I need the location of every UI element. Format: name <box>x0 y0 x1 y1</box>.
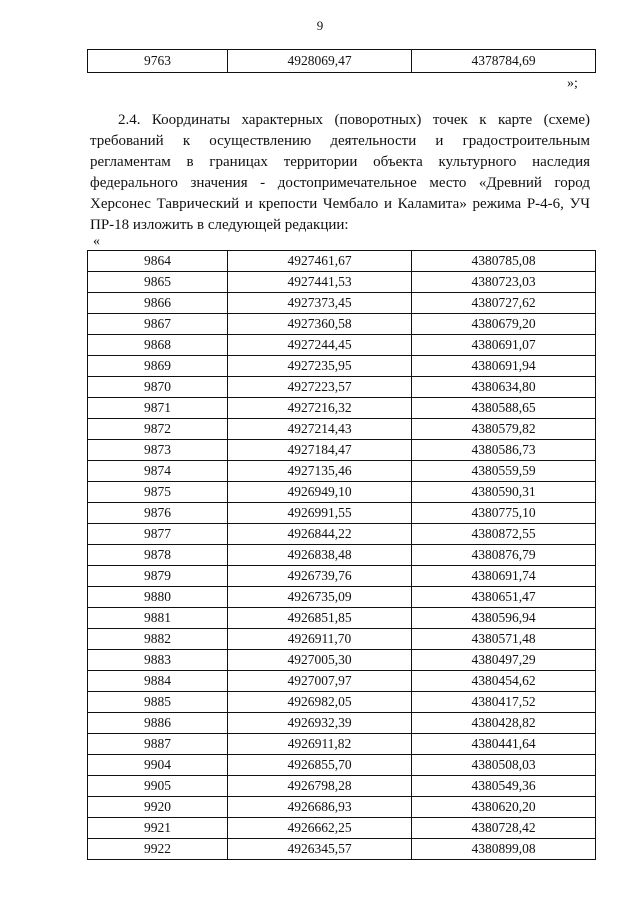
point-number-cell: 9879 <box>88 566 228 587</box>
table-row <box>88 566 596 587</box>
x-coordinate-cell: 4926735,09 <box>228 587 412 608</box>
y-coordinate-cell: 4380679,20 <box>412 314 596 335</box>
y-coordinate-cell: 4380691,94 <box>412 356 596 377</box>
table-row <box>88 377 596 398</box>
table-row <box>88 482 596 503</box>
point-number-cell: 9920 <box>88 797 228 818</box>
point-number-cell: 9870 <box>88 377 228 398</box>
table-row <box>88 776 596 797</box>
y-coordinate-cell: 4380723,03 <box>412 272 596 293</box>
x-coordinate-cell: 4926991,55 <box>228 503 412 524</box>
point-number-cell: 9865 <box>88 272 228 293</box>
y-coordinate-cell: 4380417,52 <box>412 692 596 713</box>
table-row <box>88 797 596 818</box>
point-number-cell: 9904 <box>88 755 228 776</box>
x-coordinate-cell: 4926855,70 <box>228 755 412 776</box>
table-row <box>88 440 596 461</box>
y-coordinate-cell: 4380497,29 <box>412 650 596 671</box>
x-coordinate-cell: 4927235,95 <box>228 356 412 377</box>
x-coordinate-cell: 4926798,28 <box>228 776 412 797</box>
point-number-cell: 9872 <box>88 419 228 440</box>
point-number-cell: 9763 <box>88 50 228 73</box>
table-row <box>88 398 596 419</box>
point-number-cell: 9873 <box>88 440 228 461</box>
y-coordinate-cell: 4380728,42 <box>412 818 596 839</box>
x-coordinate-cell: 4927441,53 <box>228 272 412 293</box>
point-number-cell: 9871 <box>88 398 228 419</box>
x-coordinate-cell: 4927214,43 <box>228 419 412 440</box>
page-number: 9 <box>316 18 324 33</box>
point-number-cell: 9864 <box>88 251 228 272</box>
x-coordinate-cell: 4927244,45 <box>228 335 412 356</box>
y-coordinate-cell: 4378784,69 <box>412 50 596 73</box>
x-coordinate-cell: 4926662,25 <box>228 818 412 839</box>
table-row <box>88 461 596 482</box>
table-body <box>88 50 596 73</box>
x-coordinate-cell: 4927005,30 <box>228 650 412 671</box>
point-number-cell: 9867 <box>88 314 228 335</box>
x-coordinate-cell: 4927223,57 <box>228 377 412 398</box>
y-coordinate-cell: 4380691,74 <box>412 566 596 587</box>
coordinates-table <box>87 250 596 860</box>
x-coordinate-cell: 4926844,22 <box>228 524 412 545</box>
table-row <box>88 692 596 713</box>
x-coordinate-cell: 4927360,58 <box>228 314 412 335</box>
table-row <box>88 629 596 650</box>
point-number-cell: 9866 <box>88 293 228 314</box>
table-row <box>88 524 596 545</box>
point-number-cell: 9887 <box>88 734 228 755</box>
x-coordinate-cell: 4926911,82 <box>228 734 412 755</box>
table-row <box>88 650 596 671</box>
table-row <box>88 671 596 692</box>
y-coordinate-cell: 4380571,48 <box>412 629 596 650</box>
table-row <box>88 50 596 73</box>
x-coordinate-cell: 4927007,97 <box>228 671 412 692</box>
point-number-cell: 9874 <box>88 461 228 482</box>
y-coordinate-cell: 4380899,08 <box>412 839 596 860</box>
point-number-cell: 9869 <box>88 356 228 377</box>
point-number-cell: 9885 <box>88 692 228 713</box>
clause-2-4 <box>90 110 590 236</box>
point-number-cell: 9880 <box>88 587 228 608</box>
y-coordinate-cell: 4380549,36 <box>412 776 596 797</box>
x-coordinate-cell: 4927184,47 <box>228 440 412 461</box>
y-coordinate-cell: 4380454,62 <box>412 671 596 692</box>
table-row <box>88 734 596 755</box>
x-coordinate-cell: 4926345,57 <box>228 839 412 860</box>
x-coordinate-cell: 4926932,39 <box>228 713 412 734</box>
y-coordinate-cell: 4380586,73 <box>412 440 596 461</box>
point-number-cell: 9884 <box>88 671 228 692</box>
opening-quote-mark: « <box>93 234 100 249</box>
y-coordinate-cell: 4380441,64 <box>412 734 596 755</box>
x-coordinate-cell: 4926982,05 <box>228 692 412 713</box>
x-coordinate-cell: 4927135,46 <box>228 461 412 482</box>
table-row <box>88 713 596 734</box>
y-coordinate-cell: 4380559,59 <box>412 461 596 482</box>
coordinates-table-continued <box>87 49 596 73</box>
table-row <box>88 314 596 335</box>
table-row <box>88 503 596 524</box>
y-coordinate-cell: 4380428,82 <box>412 713 596 734</box>
point-number-cell: 9886 <box>88 713 228 734</box>
x-coordinate-cell: 4928069,47 <box>228 50 412 73</box>
point-number-cell: 9878 <box>88 545 228 566</box>
point-number-cell: 9876 <box>88 503 228 524</box>
point-number-cell: 9868 <box>88 335 228 356</box>
y-coordinate-cell: 4380508,03 <box>412 755 596 776</box>
x-coordinate-cell: 4927373,45 <box>228 293 412 314</box>
clause-text: 2.4. Координаты характерных (поворотных) точек к карте (схеме) требований к осуществлению деятельности и градостроительным регламентам в границах территории объекта культурного наследия федерального значения - достопримечательное место «Древний город Херсонес Таврический и крепости Чембало и Каламита» режима Р-4-6, УЧ ПР-18 изложить в следующей редакции: <box>90 112 590 233</box>
point-number-cell: 9875 <box>88 482 228 503</box>
table-row <box>88 839 596 860</box>
x-coordinate-cell: 4926851,85 <box>228 608 412 629</box>
x-coordinate-cell: 4926838,48 <box>228 545 412 566</box>
closing-quote-mark: »; <box>567 76 578 91</box>
table-row <box>88 356 596 377</box>
point-number-cell: 9922 <box>88 839 228 860</box>
table-row <box>88 419 596 440</box>
y-coordinate-cell: 4380691,07 <box>412 335 596 356</box>
x-coordinate-cell: 4926686,93 <box>228 797 412 818</box>
table-row <box>88 755 596 776</box>
x-coordinate-cell: 4927216,32 <box>228 398 412 419</box>
point-number-cell: 9921 <box>88 818 228 839</box>
table-row <box>88 251 596 272</box>
x-coordinate-cell: 4926739,76 <box>228 566 412 587</box>
y-coordinate-cell: 4380651,47 <box>412 587 596 608</box>
point-number-cell: 9882 <box>88 629 228 650</box>
table-row <box>88 293 596 314</box>
table-row <box>88 335 596 356</box>
table-row <box>88 272 596 293</box>
table-row <box>88 587 596 608</box>
y-coordinate-cell: 4380634,80 <box>412 377 596 398</box>
y-coordinate-cell: 4380872,55 <box>412 524 596 545</box>
y-coordinate-cell: 4380876,79 <box>412 545 596 566</box>
table-body <box>88 251 596 860</box>
point-number-cell: 9905 <box>88 776 228 797</box>
point-number-cell: 9877 <box>88 524 228 545</box>
table-row <box>88 818 596 839</box>
y-coordinate-cell: 4380620,20 <box>412 797 596 818</box>
y-coordinate-cell: 4380579,82 <box>412 419 596 440</box>
x-coordinate-cell: 4927461,67 <box>228 251 412 272</box>
y-coordinate-cell: 4380590,31 <box>412 482 596 503</box>
y-coordinate-cell: 4380775,10 <box>412 503 596 524</box>
y-coordinate-cell: 4380785,08 <box>412 251 596 272</box>
y-coordinate-cell: 4380727,62 <box>412 293 596 314</box>
point-number-cell: 9883 <box>88 650 228 671</box>
point-number-cell: 9881 <box>88 608 228 629</box>
y-coordinate-cell: 4380588,65 <box>412 398 596 419</box>
table-row <box>88 608 596 629</box>
x-coordinate-cell: 4926949,10 <box>228 482 412 503</box>
x-coordinate-cell: 4926911,70 <box>228 629 412 650</box>
table-row <box>88 545 596 566</box>
y-coordinate-cell: 4380596,94 <box>412 608 596 629</box>
